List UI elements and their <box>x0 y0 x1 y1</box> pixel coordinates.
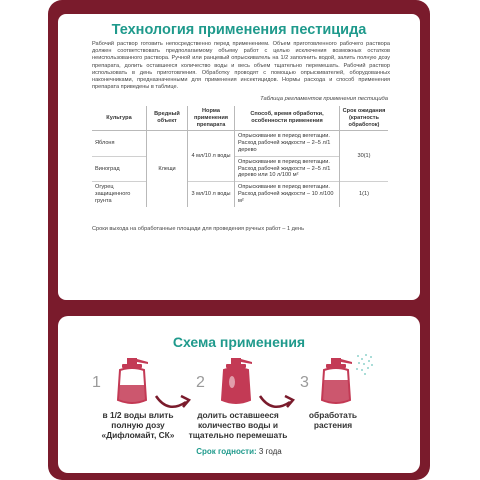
sprayer-half-water-icon <box>104 352 156 408</box>
reentry-footnote: Сроки выхода на обработанные площади для проведения ручных работ – 1 день <box>92 226 304 232</box>
cell-method-2: Опрыскивание в период вегетации. Расход рабочей жидкости – 2–5 л/1 дерево или 10 л/100 м² <box>235 156 340 181</box>
table-header-row <box>92 106 388 131</box>
step-3-number: 3 <box>300 374 309 391</box>
cell-rate-1: 4 мл/10 л воды <box>188 131 235 182</box>
cell-method-1: Опрыскивание в период вегетации. Расход рабочей жидкости – 2–5 л/1 дерево <box>235 131 340 156</box>
cell-pest: Клещи <box>147 131 188 207</box>
shelf-life <box>58 447 420 456</box>
cell-crop-grape: Виноград <box>92 156 147 181</box>
table-row <box>92 131 388 156</box>
header-method: Способ, время обработки, особенности применения <box>235 106 340 131</box>
cell-rate-2: 3 мл/10 л воды <box>188 182 235 207</box>
cell-method-3: Опрыскивание в период вегетации. Расход рабочей жидкости – 10 л/100 м² <box>235 182 340 207</box>
header-pest: Вредный объект <box>147 106 188 131</box>
step-3-text: обработать растения <box>308 410 358 430</box>
cell-wait-2: 1(1) <box>340 182 389 207</box>
header-crop: Культура <box>92 106 147 131</box>
header-wait: Срок ожидания (кратность обработок) <box>340 106 389 131</box>
sprayer-spraying-icon <box>312 350 378 408</box>
intro-paragraph: Рабочий раствор готовить непосредственно перед применением. Объем приготовленного рабочего раствора должен соответствовать предполагаемому объему работ с целью исключения возможных остатков неиспользованного раствора. Ручной или ранцевый опрыскиватель на 1/2 заполнить водой, залить полную дозу препарата, долить оставшееся количество воды и весь объем тщательно перемешать. Рабочий раствор использовать в день приготовления. Обработку проводят с помощью опрыскивателей, оборудованных наконечниками, предназначенными для применения инсектицидов. Нормы расхода и способ применения препарата приведены в таблице. <box>92 41 390 91</box>
step-2-number: 2 <box>196 374 205 391</box>
table-caption: Таблица регламентов применения пестицида <box>260 96 388 102</box>
cell-wait-1: 30(1) <box>340 131 389 182</box>
header-rate: Норма применения препарата <box>188 106 235 131</box>
scheme-title: Схема применения <box>172 334 306 350</box>
shelf-life-value: 3 года <box>258 447 282 456</box>
step-2-text: долить оставшееся количество воды и тщательно перемешать <box>188 410 288 440</box>
shelf-life-label: Срок годности: <box>196 447 257 456</box>
arrow-icon <box>258 390 296 414</box>
table-row <box>92 182 388 207</box>
step-1-number: 1 <box>92 374 101 391</box>
sprayer-full-icon <box>208 352 260 408</box>
regulations-table <box>92 106 388 207</box>
cell-crop-apple: Яблоня <box>92 131 147 156</box>
step-1-text: в 1/2 воды влить полную дозу «Дифломайт, СК» <box>101 410 175 440</box>
cell-crop-cucumber: Огурец защищенного грунта <box>92 182 147 207</box>
page-title: Технология применения пестицида <box>111 22 367 38</box>
